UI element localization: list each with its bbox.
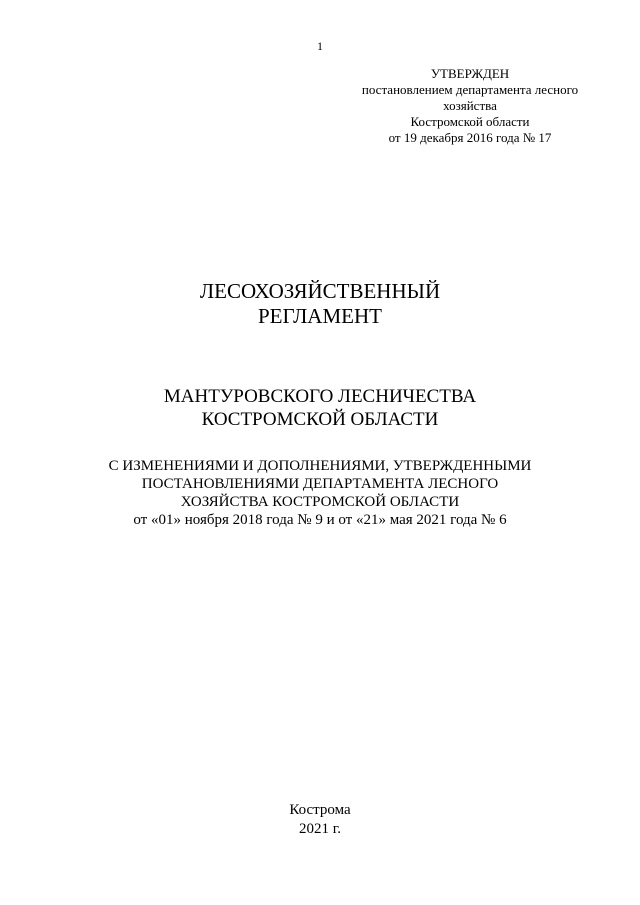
approval-heading: УТВЕРЖДЕН: [430, 66, 510, 81]
footer-year: 2021 г.: [299, 821, 341, 837]
amendments-dates: от «01» ноября 2018 года № 9 и от «21» мая 2021 года № 6: [133, 512, 507, 528]
footer: [0, 801, 640, 839]
approval-line: постановлением департамента лесного: [361, 82, 579, 97]
approval-line: хозяйства: [443, 98, 497, 113]
approval-block: [330, 66, 610, 146]
forestry-name-line: МАНТУРОВСКОГО ЛЕСНИЧЕСТВА: [163, 386, 477, 407]
amendments-line: ХОЗЯЙСТВА КОСТРОМСКОЙ ОБЛАСТИ: [180, 494, 460, 510]
forestry-name: [0, 385, 640, 431]
document-title: [0, 279, 640, 329]
document-title-line: РЕГЛАМЕНТ: [258, 304, 382, 328]
amendments-line: ПОСТАНОВЛЕНИЯМИ ДЕПАРТАМЕНТА ЛЕСНОГО: [141, 476, 499, 492]
footer-city: Кострома: [289, 802, 351, 818]
amendments-line: С ИЗМЕНЕНИЯМИ И ДОПОЛНЕНИЯМИ, УТВЕРЖДЕННЫМИ: [108, 458, 532, 474]
approval-date: от 19 декабря 2016 года № 17: [388, 130, 552, 145]
document-title-line: ЛЕСОХОЗЯЙСТВЕННЫЙ: [199, 279, 441, 303]
page-number: 1: [317, 39, 323, 53]
amendments-block: [0, 457, 640, 529]
forestry-name-line: КОСТРОМСКОЙ ОБЛАСТИ: [201, 409, 439, 430]
approval-line: Костромской области: [410, 114, 530, 129]
